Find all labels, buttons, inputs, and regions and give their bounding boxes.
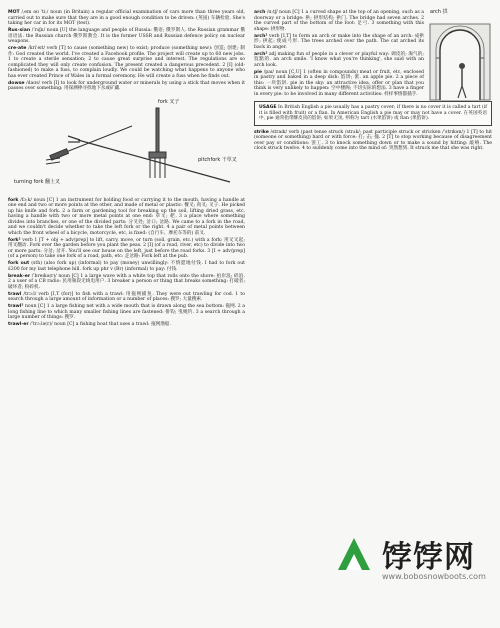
definition: /straɪk/ verb (past tense struck /strʌk/; past participle struck or stricken /ˈstrɪkən/) 1 [T] to hit (someone or something) hard or with force: 打; 击; 撞. 2 [T] to stop working because of disagreement over pay or conditions: 罢工. 3 to knock something down or to make a sound by hitting: 敲响. The clock struck twelve. 4 to suddenly come into the mind of: 突然想到. It struck me that she was right. — [254, 129, 492, 152]
watermark-text: 饽饽网 — [382, 540, 475, 575]
turning-fork-label: turning fork 翻土叉 — [14, 178, 60, 185]
entry-breaker — [8, 274, 245, 291]
arch-label: arch 拱 — [430, 9, 448, 15]
pitchfork-label: pitchfork 干草叉 — [198, 156, 237, 163]
entry-create — [8, 46, 245, 79]
definition: noun [C] 1 a large fishing net with a wide mouth that is drawn along the sea bottom: 拖网. 2 a long fishing line to which many smaller fishing lines are fastened: 排钩; 曳绳钓. 3 a search through a large number of things: 搜罗. — [8, 304, 245, 320]
definition: /ˌem əʊ ˈtiː/ noun (in Britain) a regular official examination of cars more than three years old, carried out to make sure that they are in a good enough condition to be driven: (英国) 车辆检验. She's taking her car in for its MOT (test). — [8, 10, 246, 26]
headword: pie — [254, 69, 262, 75]
definition: (sth) (also fork up) (informal) to pay (money) unwillingly: 不情愿地付钱. I had to fork out £200 for my last telephone bill. fork up phr v (Br) (informal) to pay: 付钱. — [8, 261, 245, 272]
fork-label: fork 叉子 — [158, 98, 180, 105]
definition: /ˈbreɪkə(r)/ noun [C] 1 a large wave with a white top that rolls onto the shore: 拍岸浪; 碎浪. 2 a user of a CB radio: 民用频段无线电用户. 3 breaker a person or thing that breaks something: 打破者; 破坏者; 粉碎机. — [8, 273, 245, 290]
headword: strike — [254, 129, 269, 135]
headword: trawl² — [8, 304, 24, 309]
definition: verb [I,T] to form an arch or make into the shape of an arch: 成拱形; 拱起; 使成弓形. The trees arched over the path. The cat arched its back in anger. — [254, 33, 424, 50]
headword: trawl-er — [8, 322, 29, 327]
garden-fork-icon — [149, 108, 166, 178]
entry-trawler — [8, 322, 245, 328]
usage-label: USAGE — [259, 105, 277, 110]
headword: dowse — [8, 80, 25, 86]
headword: MOT — [8, 10, 20, 15]
headword: arch² — [254, 33, 268, 39]
headword: fork² — [8, 237, 21, 243]
headword: arch — [254, 10, 266, 15]
definition: /ˈtrɔːlə(r)/ noun [C] a fishing boat that uses a trawl: 拖网渔船. — [30, 322, 171, 327]
watermark-url: www.bobosnowboots.com — [382, 572, 486, 581]
headword: trawl — [8, 291, 22, 297]
headword: cre-ate — [8, 46, 27, 51]
entry-trawl — [8, 292, 245, 303]
watermark-logo-icon — [330, 530, 378, 578]
left-column — [8, 10, 245, 329]
arch-icon — [428, 10, 492, 102]
entry-fork — [8, 198, 245, 237]
definition: adj making fun of people in a clever or playful way: 调皮的; 淘气的; 狡黠的. an arch smile. 'I know what you're thinking', she said with an arch look. — [254, 51, 424, 68]
definition: /kriˈeɪt/ verb [T] to cause (something new) to exist; produce (something new): 创造; 创建; 制作: God created the world. I've created a Facebook profile. The project will create up to 60 new jobs. 1 to create a sterile sensation; 2 to cause great surprise and interest. The regulations are so complicated they will only create confusion. The present created a dangerous precedent. 2 [I] (old-fashioned) to make a fuss, to complain loudly. We could be watching what happens to anyone who has ever created Prince of Wales in a formal ceremony. He will create a fuss when he finds out. — [8, 46, 245, 79]
arch-illustration — [428, 10, 492, 102]
definition: /paɪ/ noun [C,U] 1 (often in compounds) meat or fruit, etc, enclosed in pastry and baked in a deep dish: 馅饼; 派. an apple pie. 2 a piece of this: 一块馅饼. pie in the sky: an attractive idea, offer or plan that you think is very unlikely to happen: 空中楼阁; 不切实际的想法. 3 have a finger in every pie: to be involved in many different activities: 样样事情都插手. — [254, 69, 424, 97]
entry-russian — [8, 28, 245, 45]
definition: /ˈrʌʃn/ noun [U] the language and people of Russia: 俄语; 俄罗斯人. the Russian grammar 俄语语法. the Russian church 俄罗斯教会. It is the former USSR and Russian defence policy on nuclear weapons. — [8, 28, 245, 44]
headword: Rus-sian — [8, 28, 31, 33]
forks-illustration — [8, 98, 245, 194]
entry-trawl-noun — [8, 304, 245, 321]
headword: fork out — [8, 261, 30, 266]
definition: /ɑːtʃ/ noun [C] 1 a curved shape at the top of an opening, such as a doorway or a bridge: 拱; 拱形结构; 拱门. The bridge had seven arches. 2 the curved part of the bottom of the foot: 足弓. 3 something with this shape: 拱形物. — [254, 10, 424, 32]
turning-fork-icon — [46, 126, 132, 164]
definition: /daʊs/ verb [I] to look for underground water or minerals by using a stick that moves when it passes over something: 用探测棒寻找地下水或矿藏. — [8, 80, 245, 91]
usage-text: In British English a pie usually has a pastry cover; if there is no cover it is called a tart (if it is filled with fruit) or a flan. In American English a pie may or may not have a cover. 在英国英语中, pie 通常指带酥皮顶的馅饼; 如果无顶, 则称为 tart (水果馅饼) 或 flan (果馅饼). — [259, 105, 487, 122]
entry-fork-verb — [8, 238, 245, 260]
usage-note — [254, 101, 492, 126]
definition: /trɔːl/ verb [I,T (for)] to fish with a trawl: 用拖网捕鱼. They were out trawling for cod. 1 to search through a large amount of information or a number of places: 搜罗; 大量搜索. — [8, 291, 245, 302]
entry-strike — [254, 130, 492, 152]
headword: arch³ — [254, 51, 268, 57]
definition: /fɔːk/ noun [C] 1 an instrument for holding food or carrying it to the mouth, having a handle at one end and two or more points at the other, and made of metal or plastic: 餐叉; 肉叉; 叉子. He picked up his knife and fork. 2 a farm or gardening tool for breaking up the soil, lifting dried grass, etc, having a handle with two or more metal points at one end: 草叉; 耙. 3 a place where something divides into branches, or one of the divided parts: 分叉处; 岔口; 岔路. We came to a fork in the road, and we couldn't decide whether to take the left fork or the right. 4 a pair of metal points between which the front wheel of a bicycle, motorcycle, etc, is fixed: (自行车、摩托车等的) 前叉. — [8, 197, 245, 236]
entry-fork-out — [8, 261, 245, 272]
site-watermark — [330, 526, 495, 596]
entry-dowse — [8, 81, 245, 92]
headword: fork — [8, 197, 19, 203]
definition: verb 1 [T + obj + adv/prep] to lift, carry, move, or turn (soil, grain, etc.) with a fork: 用叉叉起; 用叉翻动. Fork over the garden before you plant the peas. 2 [I] (of a road, river, etc) to divide into two or more parts: 分岔; 岔开. You'll see our house on the left, just before the road forks. 3 [I + adv/prep] (of a person) to take one fork of a road, path, etc: 走岔路: Fork left at the pub. — [8, 237, 245, 259]
headword: break-er — [8, 273, 31, 279]
right-column — [254, 10, 492, 153]
entry-mot — [8, 10, 245, 27]
